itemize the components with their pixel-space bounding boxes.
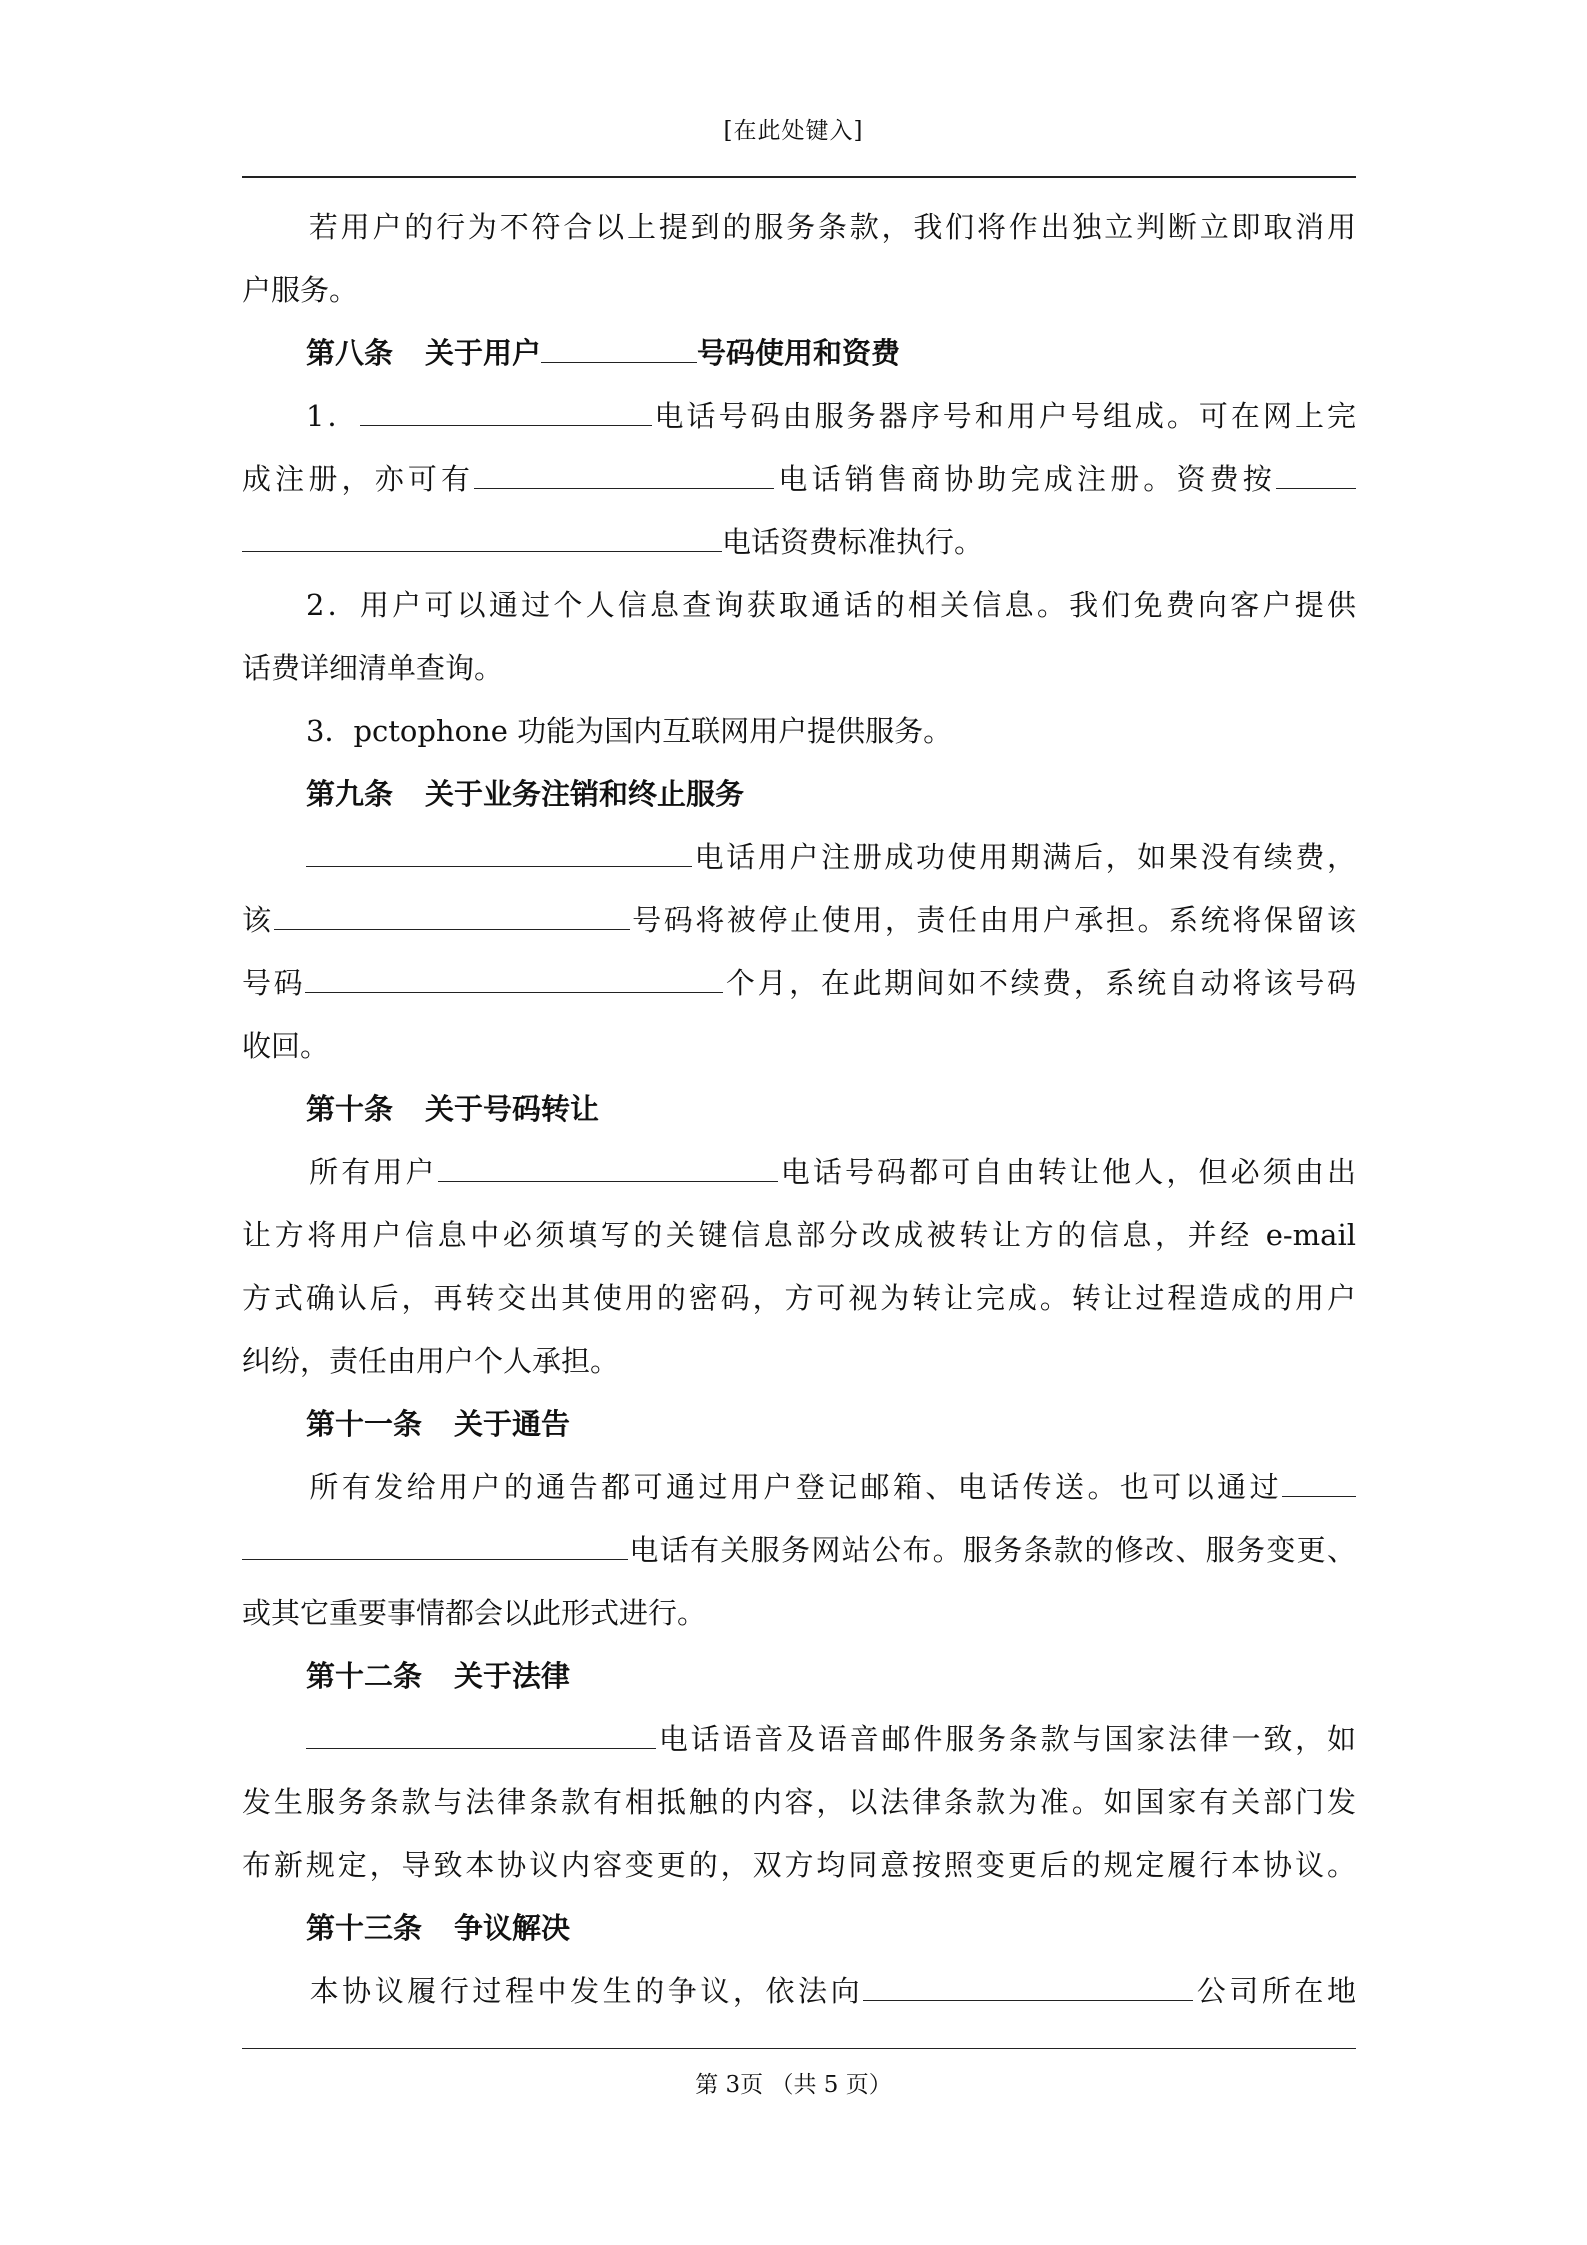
text-run: 若用户的行为不符合以上提到的服务条款，我们将作出独立判断立即取消用 (306, 210, 1356, 244)
paragraph-line (242, 1960, 1356, 2023)
fill-in-blank[interactable] (360, 387, 652, 426)
paragraph-line (242, 574, 1356, 637)
clause-number: 第十三条 (306, 1911, 423, 1945)
text-run: 电话用户注册成功使用期满后，如果没有续费， (692, 840, 1356, 874)
paragraph-line (242, 448, 1356, 511)
fill-in-blank[interactable] (1276, 450, 1356, 489)
paragraph-line (242, 385, 1356, 448)
text-run: 户服务。 (242, 273, 359, 307)
text-run: 电话号码都可自由转让他人，但必须由出 (777, 1155, 1356, 1189)
clause-title: 争议解决 (454, 1911, 571, 1945)
paragraph-line (242, 1456, 1356, 1519)
fill-in-blank[interactable] (863, 1962, 1193, 2001)
paragraph-line (242, 1267, 1356, 1330)
text-run: 个月，在此期间如不续费，系统自动将该号码 (723, 966, 1356, 1000)
text-run: 布新规定，导致本协议内容变更的，双方均同意按照变更后的规定履行本协议。 (242, 1848, 1356, 1882)
text-run: 本协议履行过程中发生的争议，依法向 (306, 1974, 864, 2008)
text-run: 所有用户 (306, 1155, 438, 1189)
paragraph-line (242, 1582, 1356, 1645)
clause-number: 第九条 (306, 777, 394, 811)
paragraph-line (242, 1708, 1356, 1771)
text-run: 电话资费标准执行。 (722, 525, 984, 559)
clause-heading-13 (242, 1897, 1356, 1960)
clause-title-rest: 号码使用和资费 (697, 336, 901, 370)
fill-in-blank[interactable] (306, 1710, 656, 1749)
text-run: 公司所在地 (1193, 1974, 1356, 2008)
fill-in-blank[interactable] (1282, 1458, 1356, 1497)
paragraph-line (242, 1204, 1356, 1267)
paragraph-line (242, 259, 1356, 322)
fill-in-blank[interactable] (541, 324, 697, 363)
fill-in-blank[interactable] (274, 891, 630, 930)
text-run: 成注册，亦可有 (242, 462, 475, 496)
text-run: 或其它重要事情都会以此形式进行。 (242, 1596, 707, 1630)
clause-number: 第十二条 (306, 1659, 423, 1693)
text-run: 电话有关服务网站公布。服务条款的修改、服务变更、 (628, 1533, 1356, 1567)
clause-heading-11 (242, 1393, 1356, 1456)
fill-in-blank[interactable] (438, 1143, 778, 1182)
fill-in-blank[interactable] (242, 513, 722, 552)
page-header: [在此处键入] (723, 118, 864, 144)
text-run: 收回。 (242, 1029, 330, 1063)
header-rule (242, 176, 1356, 178)
paragraph-line (242, 1834, 1356, 1897)
fill-in-blank[interactable] (305, 954, 723, 993)
clause-title: 关于号码转让 (425, 1092, 600, 1126)
document-body (242, 196, 1356, 2023)
text-run: 号码 (242, 966, 306, 1000)
text-run: 电话号码由服务器序号和用户号组成。可在网上完 (651, 399, 1356, 433)
paragraph-line (242, 1519, 1356, 1582)
paragraph-line (242, 196, 1356, 259)
text-run: 所有发给用户的通告都可通过用户登记邮箱、电话传送。也可以通过 (306, 1470, 1282, 1504)
clause-heading-12 (242, 1645, 1356, 1708)
clause-title: 关于业务注销和终止服务 (425, 777, 745, 811)
text-run: 电话语音及语音邮件服务条款与国家法律一致，如 (656, 1722, 1356, 1756)
paragraph-line (242, 1330, 1356, 1393)
text-run: 号码将被停止使用，责任由用户承担。系统将保留该 (629, 903, 1356, 937)
text-run: 纠纷，责任由用户个人承担。 (242, 1344, 620, 1378)
text-run: 1． (306, 399, 360, 433)
clause-title: 关于法律 (454, 1659, 571, 1693)
text-run: 让方将用户信息中必须填写的关键信息部分改成被转让方的信息，并经 e-mail (242, 1218, 1356, 1252)
text-run: 2．用户可以通过个人信息查询获取通话的相关信息。我们免费向客户提供 (306, 588, 1356, 622)
fill-in-blank[interactable] (474, 450, 774, 489)
fill-in-blank[interactable] (306, 828, 692, 867)
paragraph-line (242, 700, 1356, 763)
clause-number: 第十条 (306, 1092, 394, 1126)
clause-title: 关于通告 (454, 1407, 571, 1441)
text-run: 方式确认后，再转交出其使用的密码，方可视为转让完成。转让过程造成的用户 (242, 1281, 1356, 1315)
fill-in-blank[interactable] (242, 1521, 628, 1560)
text-run: 发生服务条款与法律条款有相抵触的内容，以法律条款为准。如国家有关部门发 (242, 1785, 1356, 1819)
paragraph-line (242, 889, 1356, 952)
clause-heading-10 (242, 1078, 1356, 1141)
clause-number: 第十一条 (306, 1407, 423, 1441)
paragraph-line (242, 1141, 1356, 1204)
text-run: 话费详细清单查询。 (242, 651, 504, 685)
clause-number: 第八条 (306, 336, 394, 370)
clause-title: 关于用户 (425, 336, 542, 370)
page-footer: 第 3页 （共 5 页） (695, 2072, 892, 2098)
clause-heading-8 (242, 322, 1356, 385)
text-run: 该 (242, 903, 274, 937)
paragraph-line (242, 511, 1356, 574)
footer-rule (242, 2048, 1356, 2049)
paragraph-line (242, 826, 1356, 889)
text-run: 3．pctophone 功能为国内互联网用户提供服务。 (306, 714, 953, 748)
paragraph-line (242, 1771, 1356, 1834)
text-run: 电话销售商协助完成注册。资费按 (774, 462, 1276, 496)
paragraph-line (242, 1015, 1356, 1078)
paragraph-line (242, 637, 1356, 700)
clause-heading-9 (242, 763, 1356, 826)
paragraph-line (242, 952, 1356, 1015)
